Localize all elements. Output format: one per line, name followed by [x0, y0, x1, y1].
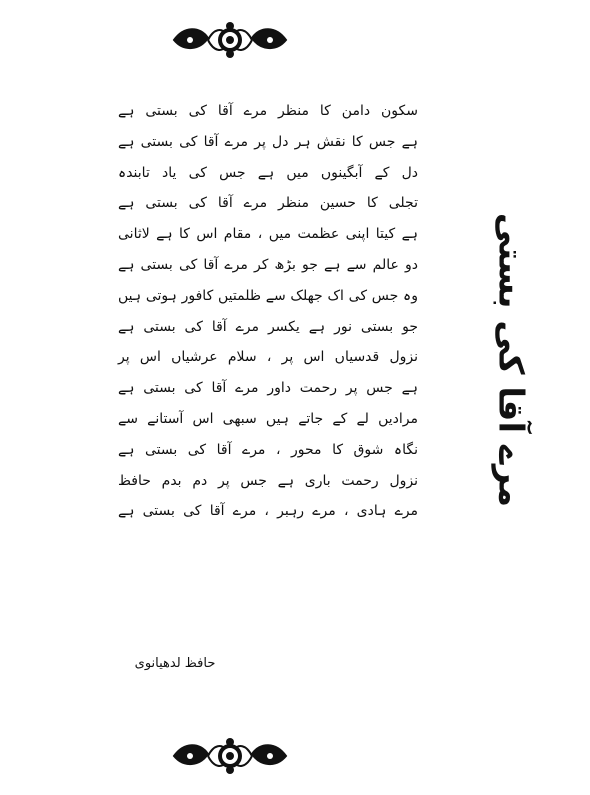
poem-line: مرے ہادی ، مرے رہبر ، مرے آقا کی بستی ہے: [118, 503, 418, 520]
poem-line: ہے جس کا نقش ہر دل پر مرے آقا کی بستی ہے: [118, 133, 418, 150]
poem-line: جو بستی نور ہے یکسر مرے آقا کی بستی ہے: [118, 318, 418, 335]
poem-line: نزول قدسیاں اس پر ، سلام عرشیاں اس پر: [118, 349, 418, 366]
poem: [118, 96, 418, 527]
floral-ornament-icon: [170, 736, 290, 776]
poet-name: حافظ لدھیانوی: [134, 656, 216, 671]
floral-ornament-icon: [170, 20, 290, 60]
poem-line: نگاہ شوق کا محور ، مرے آقا کی بستی ہے: [118, 441, 418, 458]
page-title: [466, 210, 556, 510]
poem-line: دو عالم سے ہے جو بڑھ کر مرے آقا کی بستی ہے: [118, 256, 418, 273]
poem-line: نزول رحمت باری ہے جس پر دم بدم حافظ: [118, 472, 418, 489]
poem-line: وہ جس کی اک جھلک سے ظلمتیں کافور ہوتی ہیں: [118, 287, 418, 304]
poem-line: تجلی کا حسین منظر مرے آقا کی بستی ہے: [118, 195, 418, 212]
poem-line: سکون دامن کا منظر مرے آقا کی بستی ہے: [118, 103, 418, 119]
poem-line: ہے جس پر رحمت داور مرے آقا کی بستی ہے: [118, 380, 418, 397]
poem-line: مرادیں لے کے جاتے ہیں سبھی اس آستانے سے: [118, 410, 418, 427]
poem-line: دل کے آبگینوں میں ہے جس کی یاد تابندہ: [118, 164, 418, 181]
poem-line: ہے کیتا اپنی عظمت میں ، مقام اس کا ہے لاثانی: [118, 226, 418, 243]
page-title-text: مرے آقا کی بستی: [490, 212, 531, 508]
